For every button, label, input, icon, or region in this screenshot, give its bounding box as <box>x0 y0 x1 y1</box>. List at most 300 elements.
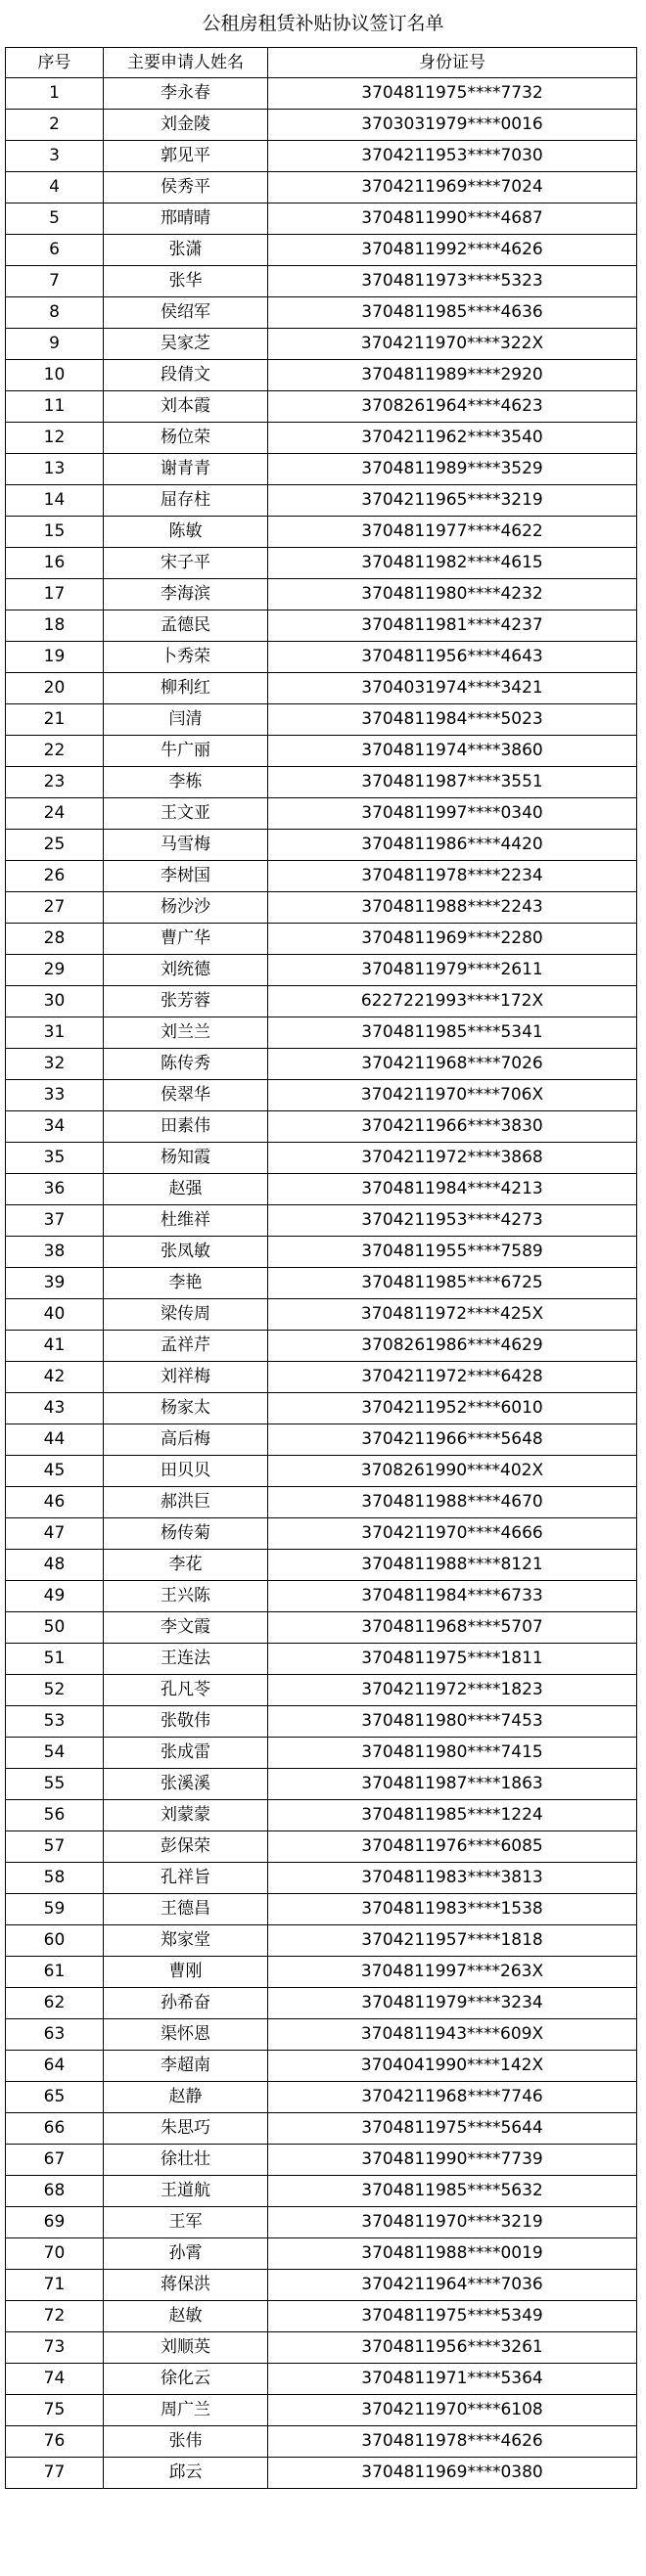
table-row <box>6 2145 637 2176</box>
serial-number-cell: 44 <box>6 1424 104 1456</box>
id-number-cell: 3704811975****5644 <box>268 2113 637 2145</box>
table-row <box>6 329 637 360</box>
table-row <box>6 391 637 423</box>
table-row <box>6 2270 637 2301</box>
table-row <box>6 642 637 673</box>
applicant-name-cell: 徐化云 <box>104 2364 268 2395</box>
table-row <box>6 1111 637 1143</box>
table-row <box>6 2301 637 2332</box>
table-row <box>6 1518 637 1550</box>
table-row <box>6 1644 637 1675</box>
id-number-cell: 3704811979****2611 <box>268 955 637 986</box>
table-row <box>6 454 637 485</box>
applicant-name-cell: 刘本霞 <box>104 391 268 423</box>
table-row <box>6 360 637 391</box>
id-number-cell: 3704811975****7732 <box>268 78 637 110</box>
table-row <box>6 1049 637 1080</box>
table-row <box>6 172 637 203</box>
table-row <box>6 1017 637 1049</box>
serial-number-cell: 42 <box>6 1362 104 1393</box>
header-applicant-name: 主要申请人姓名 <box>104 48 268 78</box>
applicant-name-cell: 李海滨 <box>104 579 268 610</box>
id-number-cell: 3704211970****322X <box>268 329 637 360</box>
applicant-name-cell: 杨家太 <box>104 1393 268 1424</box>
applicant-name-cell: 孔祥旨 <box>104 1863 268 1894</box>
applicant-name-cell: 邱云 <box>104 2458 268 2489</box>
serial-number-cell: 35 <box>6 1143 104 1174</box>
applicant-name-cell: 屈存柱 <box>104 485 268 517</box>
serial-number-cell: 41 <box>6 1331 104 1362</box>
serial-number-cell: 72 <box>6 2301 104 2332</box>
applicant-name-cell: 郭见平 <box>104 141 268 172</box>
serial-number-cell: 54 <box>6 1738 104 1769</box>
serial-number-cell: 5 <box>6 203 104 235</box>
id-number-cell: 3704811984****4213 <box>268 1174 637 1205</box>
id-number-cell: 3704811985****6725 <box>268 1268 637 1299</box>
applicant-name-cell: 朱思巧 <box>104 2113 268 2145</box>
applicant-name-cell: 蒋保洪 <box>104 2270 268 2301</box>
serial-number-cell: 39 <box>6 1268 104 1299</box>
applicant-name-cell: 刘祥梅 <box>104 1362 268 1393</box>
serial-number-cell: 24 <box>6 798 104 830</box>
table-row <box>6 2238 637 2270</box>
table-row <box>6 1831 637 1863</box>
serial-number-cell: 29 <box>6 955 104 986</box>
applicant-name-cell: 卜秀荣 <box>104 642 268 673</box>
serial-number-cell: 14 <box>6 485 104 517</box>
table-row <box>6 1393 637 1424</box>
id-number-cell: 3704811972****425X <box>268 1299 637 1331</box>
serial-number-cell: 30 <box>6 986 104 1017</box>
id-number-cell: 3704211957****1818 <box>268 1925 637 1957</box>
id-number-cell: 3704811976****6085 <box>268 1831 637 1863</box>
id-number-cell: 3704811988****8121 <box>268 1550 637 1581</box>
serial-number-cell: 26 <box>6 861 104 892</box>
applicant-name-cell: 柳利红 <box>104 673 268 704</box>
serial-number-cell: 19 <box>6 642 104 673</box>
id-number-cell: 3704211952****6010 <box>268 1393 637 1424</box>
table-row <box>6 297 637 329</box>
applicant-name-cell: 孔凡苓 <box>104 1675 268 1706</box>
id-number-cell: 3704811983****3813 <box>268 1863 637 1894</box>
applicant-name-cell: 刘蒙蒙 <box>104 1800 268 1831</box>
applicant-name-cell: 邢晴晴 <box>104 203 268 235</box>
applicant-name-cell: 曹刚 <box>104 1957 268 1988</box>
id-number-cell: 3704811969****2280 <box>268 924 637 955</box>
applicant-name-cell: 郑家堂 <box>104 1925 268 1957</box>
serial-number-cell: 38 <box>6 1237 104 1268</box>
serial-number-cell: 65 <box>6 2082 104 2113</box>
serial-number-cell: 76 <box>6 2426 104 2458</box>
applicant-name-cell: 张华 <box>104 266 268 297</box>
id-number-cell: 3704811988****2243 <box>268 892 637 924</box>
table-row <box>6 110 637 141</box>
applicant-name-cell: 侯翠华 <box>104 1080 268 1111</box>
serial-number-cell: 27 <box>6 892 104 924</box>
serial-number-cell: 62 <box>6 1988 104 2019</box>
serial-number-cell: 4 <box>6 172 104 203</box>
applicant-name-cell: 高后梅 <box>104 1424 268 1456</box>
table-row <box>6 1362 637 1393</box>
id-number-cell: 3704811974****3860 <box>268 736 637 767</box>
table-row <box>6 1800 637 1831</box>
id-number-cell: 3704811990****7739 <box>268 2145 637 2176</box>
table-row <box>6 1612 637 1644</box>
id-number-cell: 3704811990****4687 <box>268 203 637 235</box>
id-number-cell: 3704811975****1811 <box>268 1644 637 1675</box>
id-number-cell: 3704811943****609X <box>268 2019 637 2051</box>
applicant-name-cell: 谢青青 <box>104 454 268 485</box>
serial-number-cell: 23 <box>6 767 104 798</box>
applicant-name-cell: 杨传菊 <box>104 1518 268 1550</box>
table-row <box>6 2395 637 2426</box>
serial-number-cell: 71 <box>6 2270 104 2301</box>
applicant-name-cell: 郝洪巨 <box>104 1487 268 1518</box>
id-number-cell: 3704811989****3529 <box>268 454 637 485</box>
table-row <box>6 1205 637 1237</box>
table-row <box>6 1581 637 1612</box>
table-row <box>6 78 637 110</box>
id-number-cell: 3704211953****4273 <box>268 1205 637 1237</box>
applicant-name-cell: 田素伟 <box>104 1111 268 1143</box>
id-number-cell: 3704211968****7746 <box>268 2082 637 2113</box>
serial-number-cell: 53 <box>6 1706 104 1738</box>
id-number-cell: 3704811985****1224 <box>268 1800 637 1831</box>
id-number-cell: 3704811984****5023 <box>268 704 637 736</box>
applicant-name-cell: 张芳蓉 <box>104 986 268 1017</box>
applicant-name-cell: 李永春 <box>104 78 268 110</box>
serial-number-cell: 45 <box>6 1456 104 1487</box>
serial-number-cell: 51 <box>6 1644 104 1675</box>
applicant-name-cell: 孙希奋 <box>104 1988 268 2019</box>
id-number-cell: 3704211972****6428 <box>268 1362 637 1393</box>
applicant-name-cell: 闫清 <box>104 704 268 736</box>
serial-number-cell: 68 <box>6 2176 104 2207</box>
applicant-name-cell: 李超南 <box>104 2051 268 2082</box>
applicant-name-cell: 杨沙沙 <box>104 892 268 924</box>
serial-number-cell: 55 <box>6 1769 104 1800</box>
serial-number-cell: 1 <box>6 78 104 110</box>
table-row <box>6 1706 637 1738</box>
serial-number-cell: 16 <box>6 548 104 579</box>
table-row <box>6 673 637 704</box>
table-row <box>6 736 637 767</box>
id-number-cell: 3703031979****0016 <box>268 110 637 141</box>
id-number-cell: 6227221993****172X <box>268 986 637 1017</box>
serial-number-cell: 31 <box>6 1017 104 1049</box>
id-number-cell: 3704811988****4670 <box>268 1487 637 1518</box>
applicant-name-cell: 张溪溪 <box>104 1769 268 1800</box>
serial-number-cell: 64 <box>6 2051 104 2082</box>
serial-number-cell: 28 <box>6 924 104 955</box>
table-row <box>6 1174 637 1205</box>
serial-number-cell: 48 <box>6 1550 104 1581</box>
id-number-cell: 3704211966****3830 <box>268 1111 637 1143</box>
applicant-name-cell: 张成雷 <box>104 1738 268 1769</box>
id-number-cell: 3704811983****1538 <box>268 1894 637 1925</box>
table-row <box>6 1550 637 1581</box>
table-row <box>6 1738 637 1769</box>
applicant-name-cell: 曹广华 <box>104 924 268 955</box>
id-number-cell: 3704811969****0380 <box>268 2458 637 2489</box>
table-row <box>6 1487 637 1518</box>
applicant-name-cell: 孙霄 <box>104 2238 268 2270</box>
applicant-name-cell: 王道航 <box>104 2176 268 2207</box>
id-number-cell: 3704211972****1823 <box>268 1675 637 1706</box>
applicant-name-cell: 马雪梅 <box>104 830 268 861</box>
applicant-name-cell: 王兴陈 <box>104 1581 268 1612</box>
table-row <box>6 1769 637 1800</box>
applicant-name-cell: 吴家芝 <box>104 329 268 360</box>
applicant-name-cell: 孟祥芹 <box>104 1331 268 1362</box>
serial-number-cell: 32 <box>6 1049 104 1080</box>
id-number-cell: 3704811989****2920 <box>268 360 637 391</box>
applicant-name-cell: 陈传秀 <box>104 1049 268 1080</box>
id-number-cell: 3704811978****4626 <box>268 2426 637 2458</box>
document-title: 公租房租赁补贴协议签订名单 <box>202 13 444 34</box>
id-number-cell: 3704811997****0340 <box>268 798 637 830</box>
id-number-cell: 3704211962****3540 <box>268 423 637 454</box>
table-row <box>6 2019 637 2051</box>
table-row <box>6 2207 637 2238</box>
table-row <box>6 1894 637 1925</box>
applicant-name-cell: 彭保荣 <box>104 1831 268 1863</box>
table-row <box>6 579 637 610</box>
serial-number-cell: 67 <box>6 2145 104 2176</box>
table-row <box>6 1988 637 2019</box>
table-header-row <box>6 48 637 78</box>
table-row <box>6 704 637 736</box>
applicant-name-cell: 刘兰兰 <box>104 1017 268 1049</box>
serial-number-cell: 50 <box>6 1612 104 1644</box>
serial-number-cell: 59 <box>6 1894 104 1925</box>
id-number-cell: 3704031974****3421 <box>268 673 637 704</box>
applicant-name-cell: 张潇 <box>104 235 268 266</box>
serial-number-cell: 21 <box>6 704 104 736</box>
id-number-cell: 3704811984****6733 <box>268 1581 637 1612</box>
applicant-name-cell: 赵强 <box>104 1174 268 1205</box>
serial-number-cell: 6 <box>6 235 104 266</box>
applicant-name-cell: 张伟 <box>104 2426 268 2458</box>
id-number-cell: 3704211953****7030 <box>268 141 637 172</box>
applicant-name-cell: 段倩文 <box>104 360 268 391</box>
table-row <box>6 1863 637 1894</box>
id-number-cell: 3704811986****4420 <box>268 830 637 861</box>
table-row <box>6 266 637 297</box>
serial-number-cell: 75 <box>6 2395 104 2426</box>
serial-number-cell: 61 <box>6 1957 104 1988</box>
id-number-cell: 3704811988****0019 <box>268 2238 637 2270</box>
serial-number-cell: 52 <box>6 1675 104 1706</box>
serial-number-cell: 2 <box>6 110 104 141</box>
table-row <box>6 830 637 861</box>
id-number-cell: 3704811975****5349 <box>268 2301 637 2332</box>
applicant-name-cell: 张敬伟 <box>104 1706 268 1738</box>
serial-number-cell: 11 <box>6 391 104 423</box>
id-number-cell: 3704811978****2234 <box>268 861 637 892</box>
table-row <box>6 955 637 986</box>
id-number-cell: 3704811971****5364 <box>268 2364 637 2395</box>
applicant-name-cell: 梁传周 <box>104 1299 268 1331</box>
table-row <box>6 1237 637 1268</box>
table-row <box>6 2364 637 2395</box>
table-row <box>6 423 637 454</box>
id-number-cell: 3704811956****3261 <box>268 2332 637 2364</box>
id-number-cell: 3704811980****7453 <box>268 1706 637 1738</box>
serial-number-cell: 12 <box>6 423 104 454</box>
table-row <box>6 767 637 798</box>
serial-number-cell: 20 <box>6 673 104 704</box>
serial-number-cell: 63 <box>6 2019 104 2051</box>
id-number-cell: 3704811977****4622 <box>268 517 637 548</box>
applicant-name-cell: 徐壮壮 <box>104 2145 268 2176</box>
id-number-cell: 3704211969****7024 <box>268 172 637 203</box>
header-serial-number: 序号 <box>6 48 104 78</box>
table-row <box>6 1957 637 1988</box>
applicant-name-cell: 刘金陵 <box>104 110 268 141</box>
id-number-cell: 3708261990****402X <box>268 1456 637 1487</box>
id-number-cell: 3708261964****4623 <box>268 391 637 423</box>
serial-number-cell: 46 <box>6 1487 104 1518</box>
id-number-cell: 3704811981****4237 <box>268 610 637 642</box>
id-number-cell: 3704211966****5648 <box>268 1424 637 1456</box>
applicant-name-cell: 王德昌 <box>104 1894 268 1925</box>
serial-number-cell: 34 <box>6 1111 104 1143</box>
table-row <box>6 1268 637 1299</box>
applicant-name-cell: 周广兰 <box>104 2395 268 2426</box>
table-row <box>6 141 637 172</box>
table-row <box>6 1925 637 1957</box>
applicant-name-cell: 赵敏 <box>104 2301 268 2332</box>
table-row <box>6 1456 637 1487</box>
table-row <box>6 1424 637 1456</box>
table-row <box>6 1331 637 1362</box>
serial-number-cell: 3 <box>6 141 104 172</box>
applicant-name-cell: 王文亚 <box>104 798 268 830</box>
table-row <box>6 517 637 548</box>
id-number-cell: 3704811985****5341 <box>268 1017 637 1049</box>
id-number-cell: 3704811980****7415 <box>268 1738 637 1769</box>
serial-number-cell: 47 <box>6 1518 104 1550</box>
table-row <box>6 892 637 924</box>
applicant-name-cell: 牛广丽 <box>104 736 268 767</box>
table-row <box>6 986 637 1017</box>
table-row <box>6 1080 637 1111</box>
applicant-name-cell: 张凤敏 <box>104 1237 268 1268</box>
applicant-name-cell: 王军 <box>104 2207 268 2238</box>
id-number-cell: 3704811956****4643 <box>268 642 637 673</box>
applicant-name-cell: 宋子平 <box>104 548 268 579</box>
table-row <box>6 798 637 830</box>
table-row <box>6 1675 637 1706</box>
id-number-cell: 3704811980****4232 <box>268 579 637 610</box>
table-row <box>6 203 637 235</box>
id-number-cell: 3704811985****5632 <box>268 2176 637 2207</box>
serial-number-cell: 15 <box>6 517 104 548</box>
applicant-name-cell: 李艳 <box>104 1268 268 1299</box>
table-row <box>6 2458 637 2489</box>
applicant-name-cell: 赵静 <box>104 2082 268 2113</box>
serial-number-cell: 60 <box>6 1925 104 1957</box>
applicant-name-cell: 杜维祥 <box>104 1205 268 1237</box>
id-number-cell: 3704811968****5707 <box>268 1612 637 1644</box>
table-row <box>6 485 637 517</box>
id-number-cell: 3704211970****706X <box>268 1080 637 1111</box>
table-row <box>6 2051 637 2082</box>
table-row <box>6 2082 637 2113</box>
id-number-cell: 3704211968****7026 <box>268 1049 637 1080</box>
serial-number-cell: 7 <box>6 266 104 297</box>
applicant-name-cell: 孟德民 <box>104 610 268 642</box>
applicant-name-cell: 李花 <box>104 1550 268 1581</box>
id-number-cell: 3704211964****7036 <box>268 2270 637 2301</box>
applicant-name-cell: 刘顺英 <box>104 2332 268 2364</box>
applicant-name-cell: 李栋 <box>104 767 268 798</box>
id-number-cell: 3704811985****4636 <box>268 297 637 329</box>
serial-number-cell: 74 <box>6 2364 104 2395</box>
serial-number-cell: 49 <box>6 1581 104 1612</box>
id-number-cell: 3704811973****5323 <box>268 266 637 297</box>
table-row <box>6 1299 637 1331</box>
serial-number-cell: 10 <box>6 360 104 391</box>
id-number-cell: 3704811979****3234 <box>268 1988 637 2019</box>
applicant-name-cell: 杨知霞 <box>104 1143 268 1174</box>
serial-number-cell: 69 <box>6 2207 104 2238</box>
id-number-cell: 3704211965****3219 <box>268 485 637 517</box>
serial-number-cell: 66 <box>6 2113 104 2145</box>
applicant-name-cell: 侯秀平 <box>104 172 268 203</box>
id-number-cell: 3704811987****3551 <box>268 767 637 798</box>
applicant-name-cell: 陈敏 <box>104 517 268 548</box>
signing-list-table <box>5 47 637 2489</box>
serial-number-cell: 33 <box>6 1080 104 1111</box>
applicant-name-cell: 李树国 <box>104 861 268 892</box>
table-row <box>6 610 637 642</box>
serial-number-cell: 9 <box>6 329 104 360</box>
id-number-cell: 3704811970****3219 <box>268 2207 637 2238</box>
id-number-cell: 3704041990****142X <box>268 2051 637 2082</box>
serial-number-cell: 37 <box>6 1205 104 1237</box>
applicant-name-cell: 侯绍军 <box>104 297 268 329</box>
serial-number-cell: 17 <box>6 579 104 610</box>
serial-number-cell: 25 <box>6 830 104 861</box>
id-number-cell: 3704811987****1863 <box>268 1769 637 1800</box>
table-row <box>6 2113 637 2145</box>
table-row <box>6 1143 637 1174</box>
serial-number-cell: 73 <box>6 2332 104 2364</box>
table-row <box>6 924 637 955</box>
table-row <box>6 2426 637 2458</box>
table-row <box>6 235 637 266</box>
table-row <box>6 2176 637 2207</box>
serial-number-cell: 57 <box>6 1831 104 1863</box>
applicant-name-cell: 刘统德 <box>104 955 268 986</box>
serial-number-cell: 13 <box>6 454 104 485</box>
serial-number-cell: 8 <box>6 297 104 329</box>
table-row <box>6 548 637 579</box>
serial-number-cell: 70 <box>6 2238 104 2270</box>
serial-number-cell: 56 <box>6 1800 104 1831</box>
id-number-cell: 3704811982****4615 <box>268 548 637 579</box>
applicant-name-cell: 王连法 <box>104 1644 268 1675</box>
serial-number-cell: 18 <box>6 610 104 642</box>
id-number-cell: 3708261986****4629 <box>268 1331 637 1362</box>
table-body <box>6 78 637 2489</box>
serial-number-cell: 43 <box>6 1393 104 1424</box>
id-number-cell: 3704811992****4626 <box>268 235 637 266</box>
id-number-cell: 3704211970****6108 <box>268 2395 637 2426</box>
applicant-name-cell: 田贝贝 <box>104 1456 268 1487</box>
